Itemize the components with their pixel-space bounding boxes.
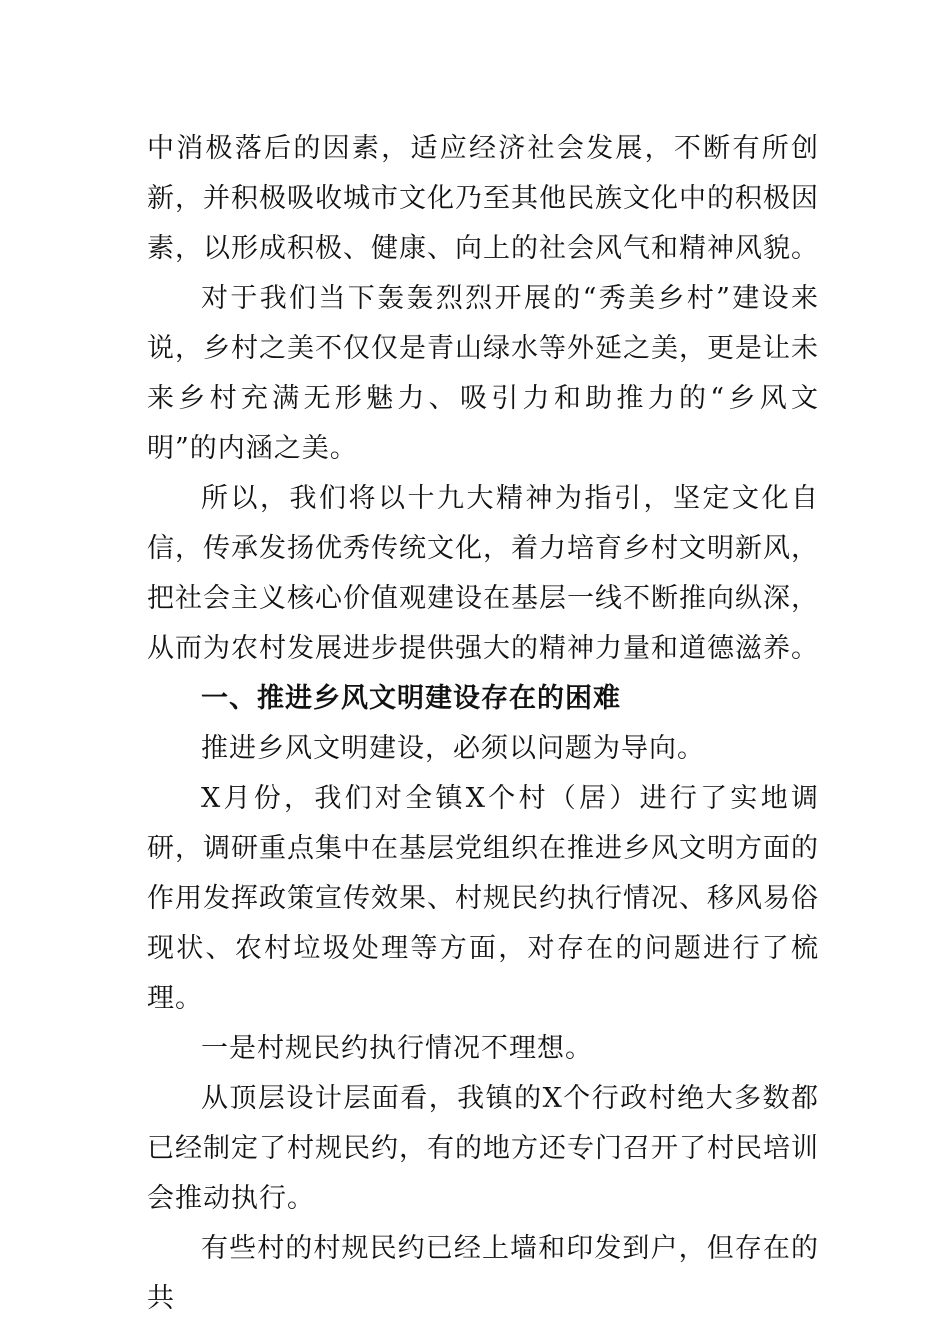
paragraph-7: 从顶层设计层面看，我镇的X个行政村绝大多数都已经制定了村规民约，有的地方还专门召开了村民培训会推动执行。 [147,1083,819,1214]
paragraph-1: 中消极落后的因素，适应经济社会发展，不断有所创新，并积极吸收城市文化乃至其他民族文化中的积极因素，以形成积极、健康、向上的社会风气和精神风貌。 [147,133,819,264]
paragraph-5: X月份，我们对全镇X个村（居）进行了实地调研，调研重点集中在基层党组织在推进乡风文明方面的作用发挥政策宣传效果、村规民约执行情况、移风易俗现状、农村垃圾处理等方面，对存在的问题进行了梳理。 [147,783,819,1014]
paragraph-2: 对于我们当下轰轰烈烈开展的“秀美乡村”建设来说，乡村之美不仅仅是青山绿水等外延之美，更是让未来乡村充满无形魅力、吸引力和助推力的“乡风文明”的内涵之美。 [147,283,819,464]
paragraph-8: 有些村的村规民约已经上墙和印发到户，但存在的共 [147,1233,819,1314]
paragraph-4: 推进乡风文明建设，必须以问题为导向。 [201,733,705,764]
paragraph-6: 一是村规民约执行情况不理想。 [201,1033,593,1064]
section-heading: 一、推进乡风文明建设存在的困难 [201,683,621,714]
document-body [147,124,819,1324]
paragraph-3: 所以，我们将以十九大精神为指引，坚定文化自信，传承发扬优秀传统文化，着力培育乡村文明新风，把社会主义核心价值观建设在基层一线不断推向纵深，从而为农村发展进步提供强大的精神力量和道德滋养。 [147,483,819,664]
